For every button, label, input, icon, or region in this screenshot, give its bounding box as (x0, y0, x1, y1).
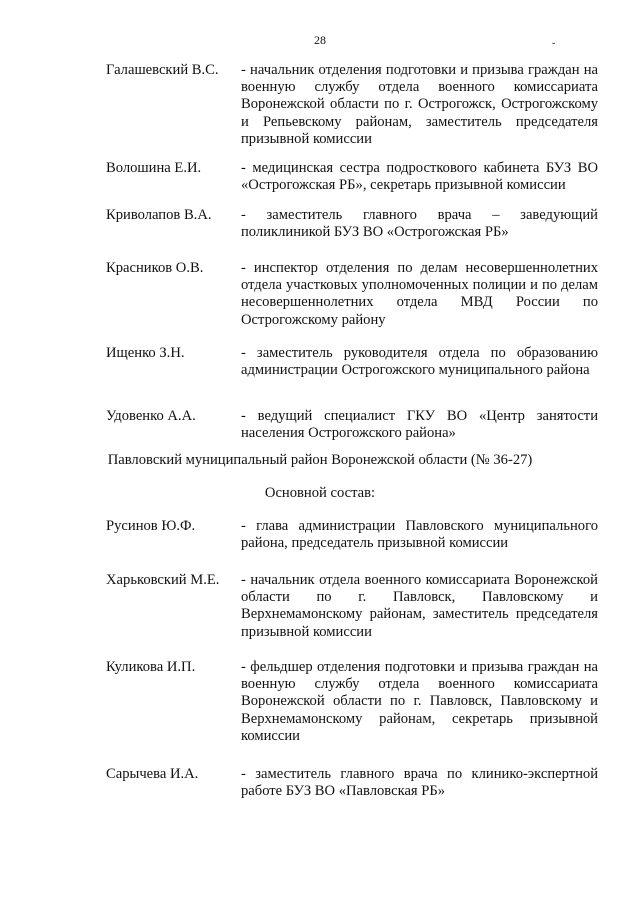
member-entry-kharkovsky (106, 572, 598, 641)
member-entry-udovenko (106, 408, 598, 442)
member-entry-sarycheva (106, 766, 598, 800)
member-entry-krivolapov (106, 207, 598, 241)
member-role: - медицинская сестра подросткового кабинета БУЗ ВО «Острогожская РБ», секретарь призывной комиссии (241, 160, 598, 194)
member-name: Харьковский М.Е. (106, 572, 220, 588)
member-name: Волошина Е.И. (106, 160, 202, 176)
district-heading: Павловский муниципальный район Воронежской области (№ 36-27) (107, 452, 533, 468)
member-name: Криволапов В.А. (106, 207, 212, 223)
member-name: Ищенко З.Н. (106, 345, 185, 361)
member-entry-voloshina (106, 160, 598, 194)
member-name: Красников О.В. (106, 260, 204, 276)
member-role: - фельдшер отделения подготовки и призыва граждан на военную службу отдела военного комиссариата Воронежской области по г. Павловск, Павловскому и Верхнемамонскому районам, секретарь призывной комиссии (241, 659, 598, 744)
member-role: - начальник отдела военного комиссариата Воронежской области по г. Павловск, Павловскому и Верхнемамонскому районам, заместитель председателя призывной комиссии (241, 572, 598, 640)
member-name: Русинов Ю.Ф. (106, 518, 196, 534)
member-name: Удовенко А.А. (106, 408, 196, 424)
member-role: - заместитель руководителя отдела по образованию администрации Острогожского муниципального района (241, 345, 598, 379)
member-role: - ведущий специалист ГКУ ВО «Центр занятости населения Острогожского района» (241, 408, 598, 442)
member-name: Сарычева И.А. (106, 766, 199, 782)
member-role: - заместитель главного врача по клинико-экспертной работе БУЗ ВО «Павловская РБ» (241, 766, 598, 800)
member-name: Куликова И.П. (106, 659, 196, 675)
member-name: Галашевский В.С. (106, 62, 219, 78)
member-role: - начальник отделения подготовки и призыва граждан на военную службу отдела военного комиссариата Воронежской области по г. Острогожск, Острогожскому и Репьевскому районам, заместитель председателя призывной комиссии (241, 62, 598, 147)
member-entry-rusinov (106, 518, 598, 552)
member-entry-krasnikov (106, 260, 598, 329)
member-role: - заместитель главного врача – заведующий поликлиникой БУЗ ВО «Острогожская РБ» (241, 207, 598, 241)
member-entry-ishchenko (106, 345, 598, 379)
composition-heading: Основной состав: (264, 485, 376, 501)
member-role: - инспектор отделения по делам несовершеннолетних отдела участковых уполномоченных полиции и по делам несовершеннолетних отдела МВД России по Острогожскому району (241, 260, 598, 328)
page-mark: ˘ (552, 42, 556, 53)
page-number: 28 (314, 33, 326, 47)
member-role: - глава администрации Павловского муниципального района, председатель призывной комиссии (241, 518, 598, 552)
member-entry-galashevsky (106, 62, 598, 148)
member-entry-kulikova (106, 659, 598, 745)
